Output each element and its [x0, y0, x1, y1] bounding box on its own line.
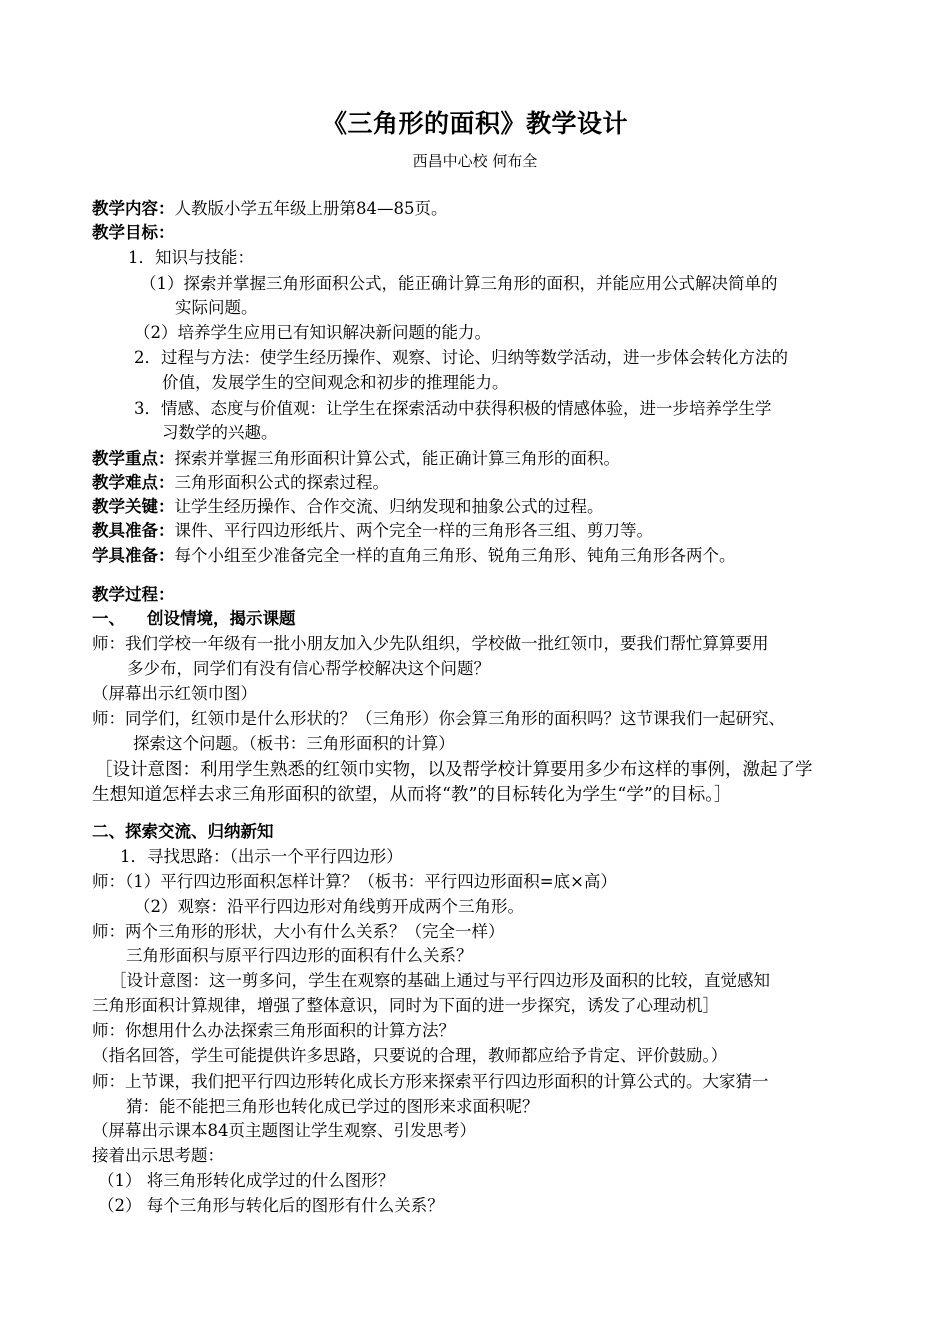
difficulty-line — [92, 472, 868, 494]
thinking-question-2: （2） 每个三角形与转化后的图形有什么关系？ — [98, 1196, 444, 1215]
section-2-heading: 二、探索交流、归纳新知 — [92, 822, 274, 841]
section-1-heading — [92, 608, 868, 630]
goal-3-line-2: 习数学的兴趣。 — [162, 423, 278, 442]
section-1-line-2: 多少布，同学们有没有信心帮学校解决这个问题？ — [127, 659, 490, 678]
teaching-content-label: 教学内容： — [92, 199, 175, 218]
difficulty-label: 教学难点： — [92, 473, 175, 492]
section-2-line-8: 师：你想用什么办法探索三角形面积的计算方法？ — [92, 1021, 455, 1040]
document-author: 西昌中心校 何布全 — [412, 152, 538, 170]
section-2-design-note-2: 三角形面积计算规律，增强了整体意识，同时为下面的进一步探究，诱发了心理动机］ — [92, 996, 719, 1015]
section-1-design-note-1: ［设计意图：利用学生熟悉的红领巾实物，以及帮学校计算要用多少布这样的事例，激起了学 — [95, 760, 813, 780]
goal-1b: （2）培养学生应用已有知识解决新问题的能力。 — [134, 323, 491, 342]
key-point-label: 教学重点： — [92, 449, 175, 468]
key-point-line — [92, 448, 868, 470]
teaching-content-text: 人教版小学五年级上册第84—85页。 — [174, 199, 448, 218]
document-title: 《三角形的面积》教学设计 — [321, 109, 628, 138]
student-tools-text: 每个小组至少准备完全一样的直角三角形、锐角三角形、钝角三角形各两个。 — [174, 546, 736, 565]
section-2-line-12: （屏幕出示课本84页主题图让学生观察、引发思考） — [92, 1121, 476, 1140]
student-tools-line — [92, 545, 868, 567]
crux-label: 教学关键： — [92, 497, 175, 516]
section-1-line-4: 师：同学们，红领巾是什么形状的？（三角形）你会算三角形的面积吗？这节课我们一起研究、 — [92, 709, 785, 728]
section-1-title: 创设情境，揭示课题 — [147, 609, 296, 628]
section-2-line-13: 接着出示思考题： — [92, 1146, 224, 1165]
goal-1a-line-1: （1）探索并掌握三角形面积公式，能正确计算三角形的面积，并能应用公式解决简单的 — [140, 274, 778, 293]
section-2-line-3: （2）观察：沿平行四边形对角线剪开成两个三角形。 — [134, 897, 524, 916]
key-point-text: 探索并掌握三角形面积计算公式，能正确计算三角形的面积。 — [174, 449, 620, 468]
goal-3-line-1: 3．情感、态度与价值观：让学生在探索活动中获得积极的情感体验，进一步培养学生学 — [134, 399, 772, 418]
section-1-design-note-2: 生想知道怎样去求三角形面积的欲望，从而将“教”的目标转化为学生“学”的目标。］ — [92, 785, 732, 805]
section-2-line-1: 1．寻找思路：（出示一个平行四边形） — [120, 847, 403, 866]
section-2-design-note-1: ［设计意图：这一剪多问，学生在观察的基础上通过与平行四边形及面积的比较，直觉感知 — [110, 971, 770, 990]
section-2-line-4: 师：两个三角形的形状，大小有什么关系？（完全一样） — [92, 922, 505, 941]
crux-text: 让学生经历操作、合作交流、归纳发现和抽象公式的过程。 — [174, 497, 604, 516]
goal-1-heading: 1．知识与技能： — [128, 248, 254, 267]
goal-2-line-1: 2．过程与方法：使学生经历操作、观察、讨论、归纳等数学活动，进一步体会转化方法的 — [134, 348, 788, 367]
section-1-line-5: 探索这个问题。（板书：三角形面积的计算） — [133, 734, 455, 753]
difficulty-text: 三角形面积公式的探索过程。 — [174, 473, 389, 492]
teaching-goals-label: 教学目标： — [92, 223, 175, 242]
section-2-line-2: 师：（1）平行四边形面积怎样计算？（板书：平行四边形面积=底×高） — [92, 872, 617, 891]
section-1-line-1: 师：我们学校一年级有一批小朋友加入少先队组织，学校做一批红领巾，要我们帮忙算算要用 — [92, 634, 769, 653]
section-1-line-3: （屏幕出示红领巾图） — [92, 684, 257, 703]
teaching-content-line — [92, 198, 868, 220]
teacher-tools-line — [92, 520, 868, 542]
crux-line — [92, 496, 868, 518]
section-2-line-10: 师：上节课，我们把平行四边形转化成长方形来探索平行四边形面积的计算公式的。大家猜一 — [92, 1072, 769, 1091]
thinking-question-1: （1） 将三角形转化成学过的什么图形？ — [98, 1171, 395, 1190]
teacher-tools-label: 教具准备： — [92, 521, 175, 540]
section-2-line-5: 三角形面积与原平行四边形的面积有什么关系？ — [126, 946, 473, 965]
student-tools-label: 学具准备： — [92, 546, 175, 565]
process-label: 教学过程： — [92, 585, 175, 604]
goal-2-line-2: 价值，发展学生的空间观念和初步的推理能力。 — [162, 373, 509, 392]
section-2-line-9: （指名回答，学生可能提供许多思路，只要说的合理，教师都应给予肯定、评价鼓励。） — [92, 1046, 728, 1065]
section-2-line-11: 猜：能不能把三角形也转化成已学过的图形来求面积呢？ — [126, 1097, 539, 1116]
teacher-tools-text: 课件、平行四边形纸片、两个完全一样的三角形各三组、剪刀等。 — [174, 521, 653, 540]
goal-1a-line-2: 实际问题。 — [175, 298, 258, 317]
section-1-number: 一、 — [92, 609, 125, 628]
